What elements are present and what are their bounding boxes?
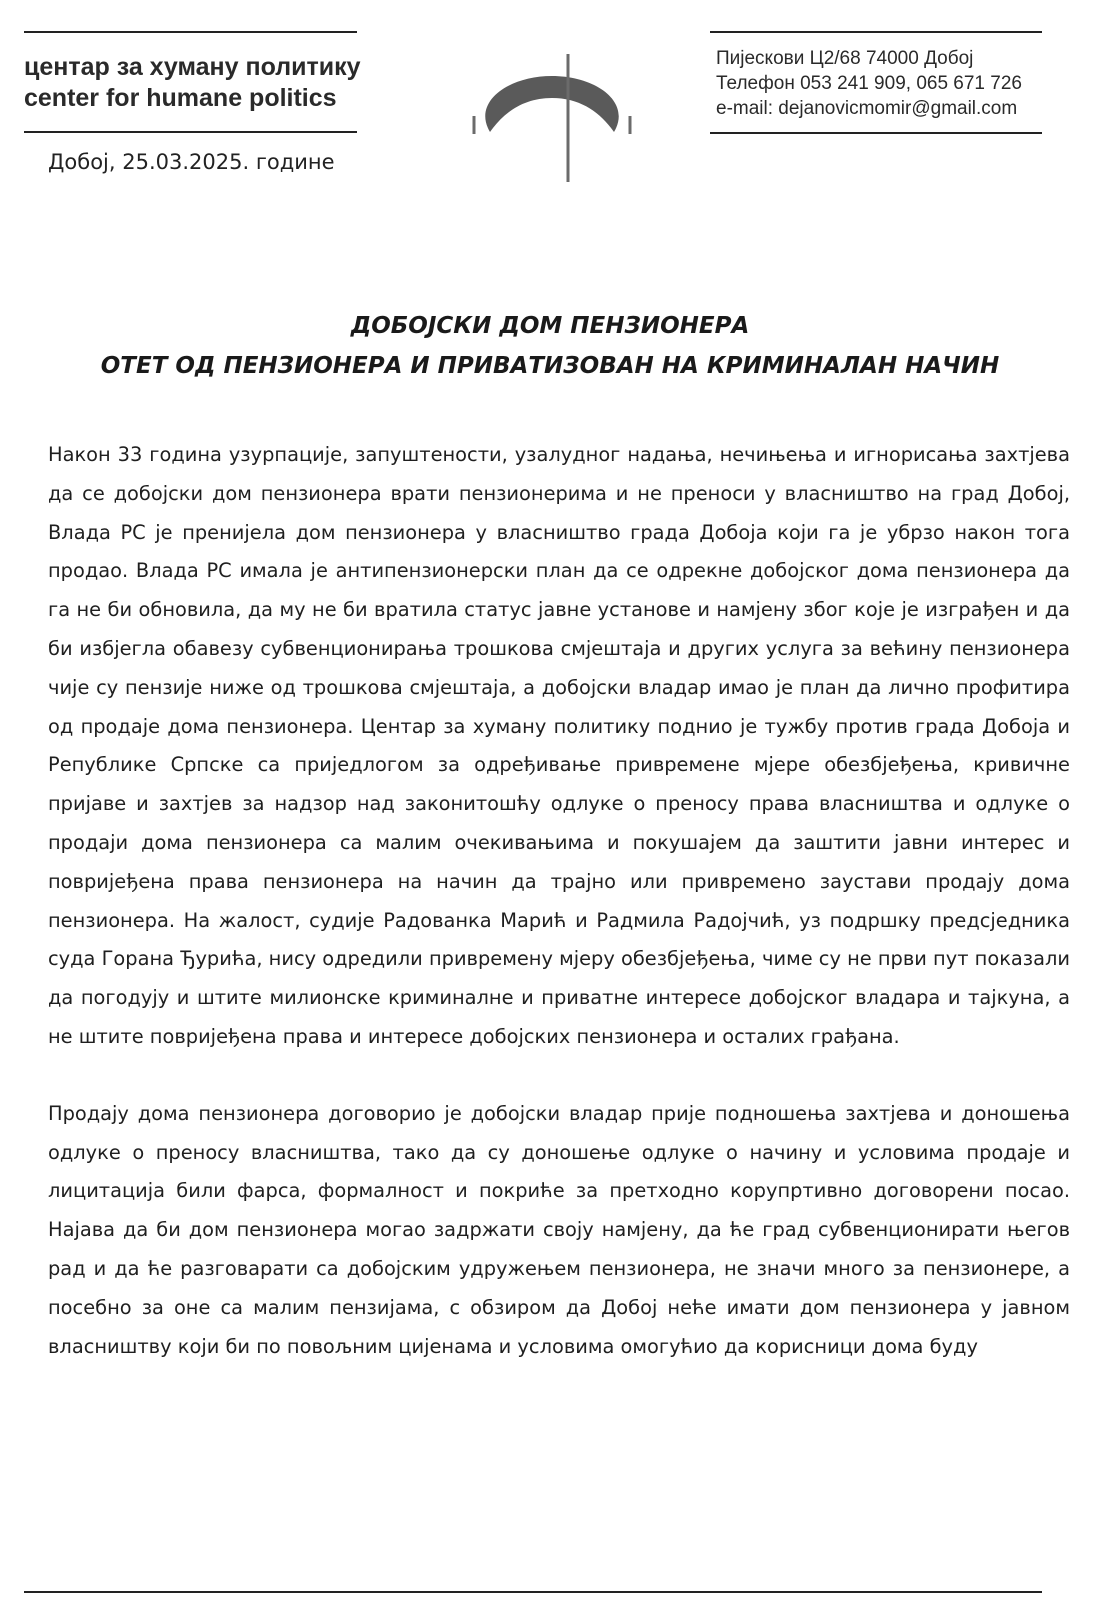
organization-name: [24, 52, 414, 114]
body-paragraph-2: Продају дома пензионера договорио је добојски владар прије подношења захтјева и доношења одлуке о преносу власништва, тако да су доношење одлуке о начину и условима продаје и лицитација били фарса, формалност и покриће за претходно корупртивно договорени посао. Најава да би дом пензионера могао задржати своју намјену, да ће град субвенционирати његов рад и да ће разговарати са добојским удружењем пензионера, не значи много за пензионере, а посебно за оне са малим пензијама, с обзиром да Добој неће имати дом пензионера у јавном власништву који би по повољним цијенама и условима омогућио да корисници дома буду: [48, 1101, 1070, 1358]
contact-email: e-mail: dejanovicmomir@gmail.com: [716, 98, 1018, 119]
document-title-line-1: ДОБОЈСКИ ДОМ ПЕНЗИОНЕРА: [350, 313, 750, 339]
document-body: [48, 436, 1070, 1366]
body-paragraph-1: Након 33 година узурпације, запуштености, узалудног надања, нечињења и игнорисања захтјева да се добојски дом пензионера врати пензионерима и не преноси у власништво на град Добој, Влада РС је пренијела дом пензионера у власништво града Добоја који га је убрзо након тога продао. Влада РС имала је антипензионерски план да се одрекне добојског дома пензионера да га не би обновила, да му не би вратила статус јавне установе и намјену због које је изграђен и да би избјегла обавезу субвенционирања трошкова смјештаја и других услуга за већину пензионера чије су пензије ниже од трошкова смјештаја, а добојски владар имао је план да лично профитира од продаје дома пензионера. Центар за хуману политику поднио је тужбу против града Добоја и Републике Српске са приједлогом за одређивање привремене мјере обезбјеђења, кривичне пријаве и захтјев за надзор над законитошћу одлуке о преносу права власништва и одлуке о продаји дома пензионера са малим очекивањима и покушајем да заштити јавни интерес и повријеђена права пензионера на начин да трајно или привремено заустави продају дома пензионера. На жалост, судије Радованка Марић и Радмила Радојчић, уз подршку предсједника суда Горана Ђурића, нису одредили привремену мјеру обезбјеђења, чиме су не први пут показали да погодују и штите милионске криминалне и приватне интересе добојског владара и тајкуна, а не штите повријеђена права и интересе добојских пензионера и осталих грађана.: [48, 443, 1070, 1048]
header-rule-top-right: [710, 31, 1042, 33]
organization-name-cyrillic: центар за хуману политику: [24, 53, 361, 81]
organization-logo-icon: [460, 50, 640, 185]
contact-phone: Телефон 053 241 909, 065 671 726: [716, 73, 1022, 94]
footer-rule: [24, 1591, 1042, 1593]
logo-ring-shape: [485, 76, 618, 132]
document-title-line-2: ОТЕТ ОД ПЕНЗИОНЕРА И ПРИВАТИЗОВАН НА КРИМИНАЛАН НАЧИН: [100, 353, 1000, 379]
contact-info: [716, 46, 1086, 121]
header-rule-bottom-right: [710, 132, 1042, 134]
document-title: [0, 306, 1100, 386]
contact-address: Пијескови Ц2/68 74000 Добој: [716, 48, 974, 69]
place-date: Добој, 25.03.2025. године: [48, 150, 335, 174]
header-rule-bottom-left: [24, 131, 357, 133]
organization-name-latin: center for humane politics: [24, 84, 337, 112]
header-rule-top-left: [24, 31, 357, 33]
